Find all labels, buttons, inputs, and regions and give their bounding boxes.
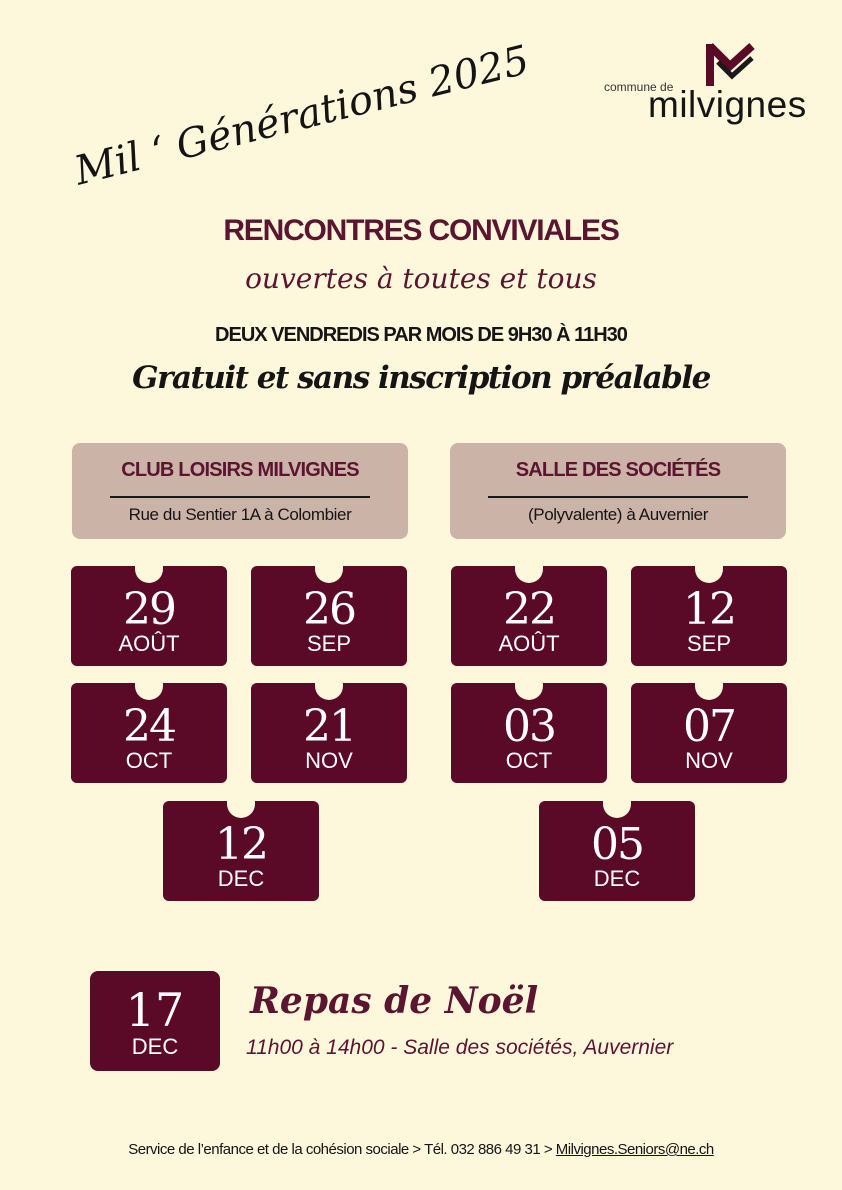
date-ticket: [631, 566, 787, 666]
logo-name: milvignes: [648, 84, 807, 125]
date-month: SEP: [686, 631, 732, 656]
logo-prefix: commune de: [604, 80, 674, 94]
ticket-notch: [135, 563, 163, 583]
ticket-notch: [695, 563, 723, 583]
footer-separator: >: [540, 1141, 556, 1158]
venue-divider: [488, 496, 748, 498]
date-day: 07: [683, 701, 735, 752]
ticket-notch: [315, 563, 343, 583]
venue-name: SALLE DES SOCIÉTÉS: [515, 459, 721, 481]
ticket-notch: [695, 680, 723, 700]
date-month: NOV: [305, 748, 353, 773]
ticket-notch: [227, 798, 255, 818]
free-note: Gratuit et sans inscription préalable: [132, 360, 710, 396]
date-month: DEC: [131, 1034, 179, 1059]
footer-phone[interactable]: Tél. 032 886 49 31: [424, 1141, 541, 1158]
date-ticket: [71, 566, 227, 666]
date-day: 26: [303, 584, 355, 635]
date-month: AOÛT: [498, 631, 560, 656]
date-ticket: [451, 566, 607, 666]
ticket-notch: [515, 563, 543, 583]
date-ticket: [163, 801, 319, 901]
date-day: 12: [215, 819, 267, 870]
date-day: 17: [125, 983, 185, 1037]
date-month: OCT: [505, 748, 553, 773]
date-day: 29: [123, 584, 175, 635]
date-day: 22: [503, 584, 555, 635]
date-month: NOV: [685, 748, 733, 773]
venue-name: CLUB LOISIRS MILVIGNES: [121, 459, 359, 481]
schedule-text: DEUX VENDREDIS PAR MOIS DE 9H30 À 11H30: [215, 324, 627, 346]
date-day: 21: [303, 701, 355, 752]
ticket-notch: [603, 798, 631, 818]
christmas-details: 11h00 à 14h00 - Salle des sociétés, Auvernier: [246, 1036, 674, 1059]
headline: Mil ‘ Générations 2025: [70, 37, 534, 195]
venue-box-salle-societes: [450, 443, 786, 539]
date-day: 24: [123, 701, 175, 752]
christmas-title: Repas de Noël: [250, 980, 539, 1022]
date-month: DEC: [593, 866, 641, 891]
date-ticket: [251, 683, 407, 783]
date-ticket: [251, 566, 407, 666]
event-title: RENCONTRES CONVIVIALES: [223, 214, 619, 247]
date-month: OCT: [125, 748, 173, 773]
date-month: SEP: [306, 631, 352, 656]
date-ticket: [71, 683, 227, 783]
date-day: 12: [683, 584, 735, 635]
milvignes-logo-mark: [700, 40, 760, 86]
ticket-notch: [315, 680, 343, 700]
ticket-notch: [515, 680, 543, 700]
date-day: 05: [591, 819, 643, 870]
date-month: AOÛT: [118, 631, 180, 656]
venue-divider: [110, 496, 370, 498]
venue-address: Rue du Sentier 1A à Colombier: [128, 505, 352, 524]
footer-separator: >: [408, 1141, 425, 1158]
date-month: DEC: [217, 866, 265, 891]
event-subtitle: ouvertes à toutes et tous: [245, 262, 597, 295]
christmas-date-ticket: [90, 971, 220, 1071]
footer-service: Service de l’enfance et de la cohésion sociale: [128, 1141, 409, 1158]
date-ticket: [631, 683, 787, 783]
venue-address: (Polyvalente) à Auvernier: [528, 505, 708, 524]
date-day: 03: [503, 701, 555, 752]
date-ticket: [451, 683, 607, 783]
venue-box-club-loisirs: [72, 443, 408, 539]
footer-email-link[interactable]: Milvignes.Seniors@ne.ch: [555, 1141, 714, 1158]
footer: [0, 1141, 842, 1158]
date-ticket: [539, 801, 695, 901]
ticket-notch: [135, 680, 163, 700]
